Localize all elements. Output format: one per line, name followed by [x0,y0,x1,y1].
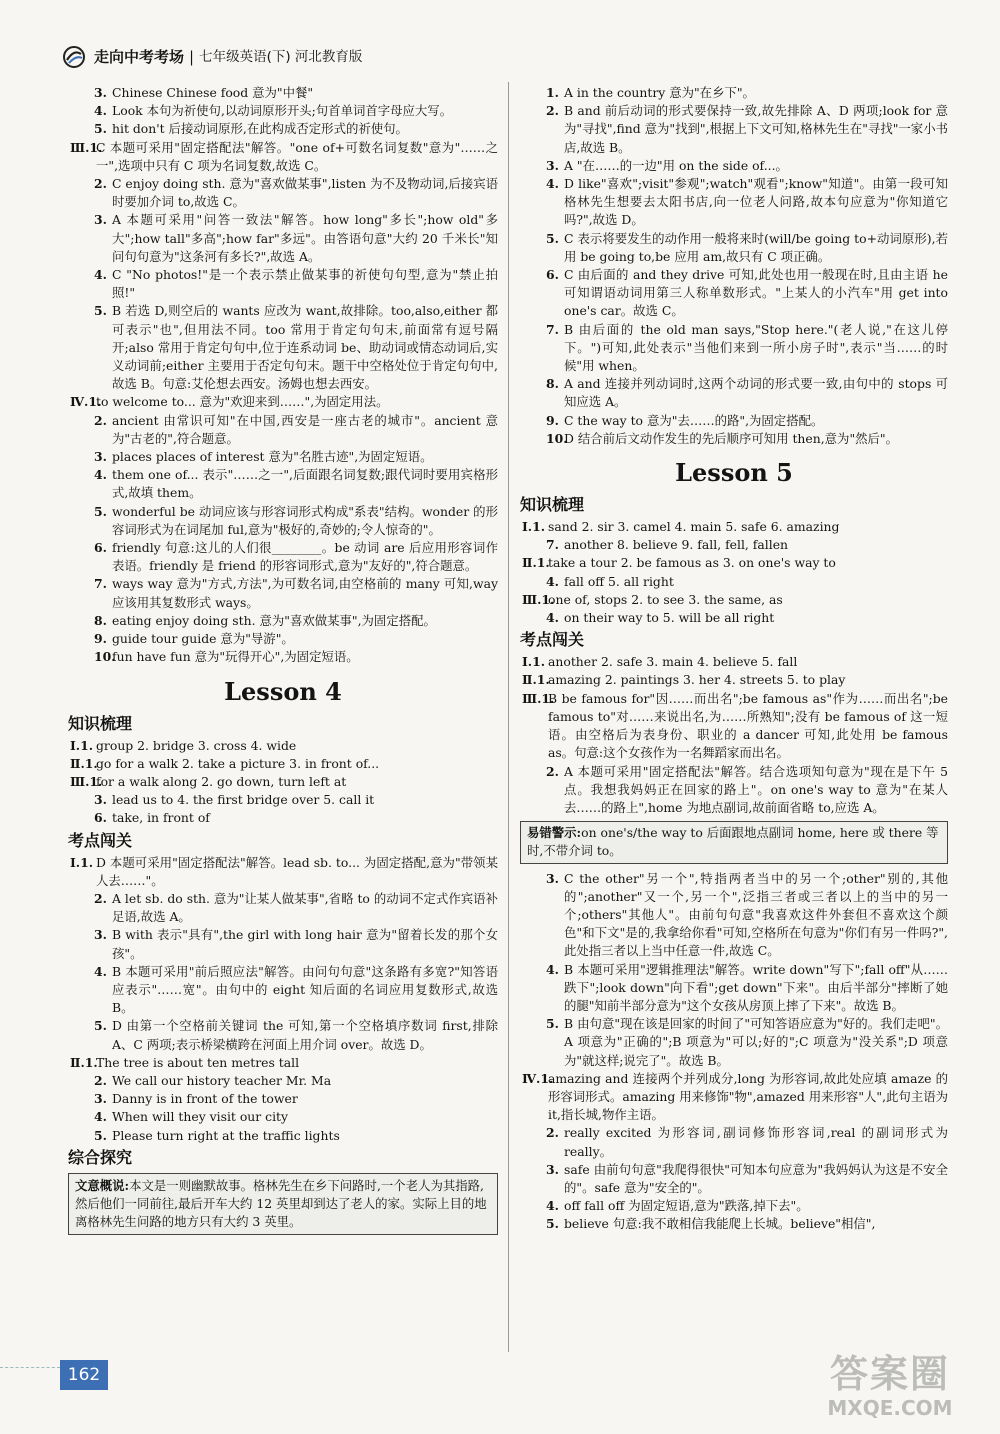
answer-item [68,630,498,648]
exam-heading-l4: 考点闯关 [68,830,133,850]
answer-text: Please turn right at the traffic lights [112,1127,340,1143]
page-header [62,42,362,72]
answer-text: A and 连接并列动词时,这两个动词的形式要一致,由句中的 stops 可知应选 A。 [564,376,948,410]
answer-text: The tree is about ten metres tall [96,1054,300,1070]
answer-text: Look 本句为祈使句,以动词原形开头;句首单词首字母应大写。 [112,103,453,119]
watermark-logo [800,1352,980,1426]
answer-number: Ⅱ.1. [70,1054,98,1070]
answer-text: A 本题可采用"问答一致法"解答。how long"多长";how old"多大";how tall"多高";how far"多远"。由答语句意"大约 20 千米长"知问句句意为"这条河有多长?",故选 A。 [112,212,498,264]
answer-number: 3. [94,212,107,228]
answer-item [520,230,948,266]
answer-number: Ⅰ.1. [70,854,94,870]
answer-item [68,102,498,120]
answer-number: Ⅲ.1. [522,591,555,607]
answer-text: for a walk along 2. go down, turn left at [96,773,347,789]
answer-number: 1. [546,85,559,100]
answer-item [520,1197,948,1215]
answer-text: safe 由前句句意"我爬得很快"可知本句应意为"我妈妈认为这是不安全的"。safe 意为"安全的"。 [564,1161,948,1195]
explore-heading: 综合探究 [68,1147,133,1167]
answer-item [68,963,498,1018]
summary-text: 本文是一则幽默故事。格林先生在乡下问路时,一个老人为其指路,然后他们一同前往,最后开车大约 12 英里却到达了老人的家。实际上目的地离格林先生问路的地方只有大约 3 英里。 [75,1177,487,1230]
answer-item [520,653,948,671]
answer-number: 2. [546,103,559,119]
left-column [68,84,498,1241]
book-series-logo-icon [62,45,86,69]
answer-item [520,157,948,175]
answer-item [68,737,498,755]
answer-number: Ⅲ.1. [522,690,555,706]
answer-text: B 由句意"现在该是回家的时间了"可知答语应意为"好的。我们走吧"。A 项意为"正确的";B 项意为"可以;好的";C 项意为"没关系";D 项意为"就这样;说完了"。故选 B。 [564,1016,948,1068]
answer-text: B 若选 D,则空后的 wants 应改为 want,故排除。too,also,either 都可表示"也",但用法不同。too 常用于肯定句句末,前面常有逗号隔开;also 常用于肯定句句中,位于连系动词 be、助动词或情态动词后,实义动词前;either 主要用于否定句句末。题干中空格处位于肯定句句中,故选 B。句意:艾伦想去西安。汤姆也想去西安。 [112,303,498,392]
answer-number: 5. [546,1216,559,1232]
answer-number: 9. [546,412,559,428]
answer-number: 3. [94,449,107,465]
answer-number: Ⅲ.1. [70,139,103,155]
knowledge-heading-l4: 知识梳理 [68,713,133,733]
answer-number: 5. [94,503,107,519]
answer-item [68,773,498,791]
answer-item [68,1108,498,1126]
watermark-text: 答案圈 [829,1352,950,1396]
answer-text: sand 2. sir 3. camel 4. main 5. safe 6. amazing [548,519,840,535]
answer-number: 7. [94,576,107,592]
answer-text: C "No photos!"是一个表示禁止做某事的祈使句句型,意为"禁止拍照!" [112,267,498,301]
answer-number: 2. [546,763,559,779]
answer-number: 3. [94,927,107,943]
answer-text: D 结合前后文动作发生的先后顺序可知用 then,意为"然后"。 [564,430,899,446]
answer-text: B 本题可采用"逻辑推理法"解答。write down"写下";fall off"从……跌下";look down"向下看";get down"下来"。由后半部分"摔断了她的腿"知前半部分意为"这个女孩从房顶上摔了下来"。故选 B。 [564,961,948,1013]
answer-number: 4. [546,573,559,589]
answer-item [520,321,948,376]
answer-text: When will they visit our city [112,1109,289,1125]
exam-list-l5-a [520,653,948,817]
answer-text: B and 前后动词的形式要保持一致,故先排除 A、D 两项;look for 意为"寻找",find 意为"找到",根据上下文可知,格林先生在"寻找"一家小书店,故选 B。 [564,103,948,155]
answer-item [520,375,948,411]
answer-number: Ⅰ.1. [522,654,546,670]
column-divider [508,82,509,1352]
answer-item [68,809,498,827]
answer-text: C the way to 意为"去……的路",为固定搭配。 [564,412,824,428]
answer-item [520,266,948,321]
answer-number: 2. [94,412,107,428]
answer-text: really excited 为形容词,副词修饰形容词,real 的副词形式为 really。 [564,1125,948,1159]
answer-item [520,690,948,763]
answer-text: amazing 2. paintings 3. her 4. streets 5. to play [548,672,846,688]
answer-number: 4. [94,103,107,119]
answer-text: fun have fun 意为"玩得开心",为固定短语。 [112,649,359,665]
left-top-answers [68,84,498,667]
answer-text: wonderful be 动词应该与形容词形式构成"系表"结构。wonder 的形容词形式为在词尾加 ful,意为"极好的,奇妙的;令人惊奇的"。 [112,503,498,537]
exam-heading-l5: 考点闯关 [520,630,585,650]
answer-number: 5. [94,303,107,319]
answer-text: take a tour 2. be famous as 3. on one's way to [548,555,836,571]
answer-item [68,139,498,175]
answer-item [68,211,498,266]
answer-item [520,961,948,1016]
answer-item [520,175,948,230]
page-number: 162 [60,1360,108,1390]
answer-text: D like"喜欢";visit"参观";watch"观看";know"知道"。由第一段可知格林先生想要去太阳书店,向一位老人问路,故本句应意为"你知道它吗?",故选 D。 [564,176,948,228]
answer-item [520,536,948,554]
answer-item [68,1090,498,1108]
summary-label: 文意概说: [75,1177,130,1193]
answer-number: 4. [94,1109,107,1125]
answer-text: group 2. bridge 3. cross 4. wide [96,737,297,753]
answer-number: 10. [546,430,568,446]
answer-number: 5. [94,121,107,137]
right-column [520,84,948,1234]
answer-text: eating enjoy doing sth. 意为"喜欢做某事",为固定搭配。 [112,612,436,628]
answer-text: off fall off 为固定短语,意为"跌落,掉下去"。 [564,1198,809,1214]
answer-number: 6. [546,267,559,283]
answer-text: one of, stops 2. to see 3. the same, as [548,591,783,607]
answer-item [68,466,498,502]
answer-number: Ⅱ.1. [522,555,550,571]
answer-number: 4. [546,176,559,192]
answer-number: 7. [546,537,559,553]
lesson-4-title: Lesson 4 [224,676,342,706]
answer-text: another 2. safe 3. main 4. believe 5. fall [548,654,798,670]
answer-text: guide tour guide 意为"导游"。 [112,631,294,647]
answer-text: B be famous for"因……而出名";be famous as"作为……而出名";be famous to"对……来说出名,为……所熟知";没有 be famous of 这一短语。由空格后为表身份、职业的 a dancer 可知,此处用 be famous as。句意:这个女孩作为一名舞蹈家而出名。 [548,690,948,761]
answer-item [68,539,498,575]
answer-item [520,1161,948,1197]
answer-number: 2. [94,890,107,906]
answer-item [520,1124,948,1160]
answer-text: B with 表示"具有",the girl with long hair 意为"留着长发的那个女孩"。 [112,927,498,961]
answer-number: 3. [546,157,559,173]
answer-number: 8. [546,376,559,392]
answer-item [520,671,948,689]
answer-number: 4. [94,267,107,283]
answer-text: to welcome to... 意为"欢迎来到……",为固定用法。 [96,394,389,410]
answer-item [68,926,498,962]
answer-item [520,430,948,448]
answer-text: D 本题可采用"固定搭配法"解答。lead sb. to... 为固定搭配,意为"带领某人去……"。 [96,854,498,888]
answer-text: A let sb. do sth. 意为"让某人做某事",省略 to 的动词不定式作宾语补足语,故选 A。 [112,890,498,925]
answer-text: hit don't 后接动词原形,在此构成否定形式的祈使句。 [112,121,408,137]
footer-rule [0,1367,60,1369]
answer-number: Ⅰ.1. [70,737,94,753]
answer-number: Ⅳ.1. [70,394,102,410]
answer-item [68,84,498,102]
answer-item [68,1054,498,1072]
answer-item [68,755,498,773]
answer-number: Ⅱ.1. [70,755,98,771]
answer-number: 5. [546,1016,559,1032]
answer-number: 2. [94,176,107,192]
answer-number: Ⅰ.1. [522,519,546,535]
answer-text: B 本题可采用"前后照应法"解答。由问句句意"这条路有多宽?"知答语应表示"……宽"。由句中的 eight 知后面的名词应用复数形式,故选 B。 [112,963,498,1016]
series-title: 走向中考考场 [94,47,185,66]
knowledge-list-l4 [68,737,498,828]
answer-item [68,175,498,211]
answer-number: 7. [546,321,559,337]
answer-text: D 由第一个空格前关键词 the 可知,第一个空格填序数词 first,排除 A、C 两项;表示桥梁横跨在河面上用介词 over。故选 D。 [112,1018,498,1052]
answer-number: 3. [94,1091,107,1107]
answer-number: 3. [546,870,559,886]
answer-text: B 由后面的 the old man says,"Stop here."(老人说,"在这儿停下。")可知,此处表示"当他们来到一所小房子时",表示"当……的时候"用 when。 [564,321,948,374]
answer-number: 2. [94,1072,107,1088]
answer-text: Chinese Chinese food 意为"中餐" [112,85,314,100]
answer-item [520,591,948,609]
answer-number: Ⅳ.1. [522,1070,554,1086]
answer-item [68,648,498,666]
answer-item [68,120,498,138]
answer-number: 6. [94,540,107,556]
answer-text: A 本题可采用"固定搭配法"解答。结合选项知句意为"现在是下午 5 点。我想我妈妈正在回家的路上"。on one's way to 意为"在某人去……的路上",home 为地点副词,故前面省略 to,应选 A。 [564,763,948,815]
right-top-answers [520,84,948,448]
warning-box [520,821,948,863]
answer-number: 3. [546,1161,559,1177]
answer-number: 4. [546,961,559,977]
answer-item [68,1072,498,1090]
answer-item [68,266,498,302]
answer-item [520,554,948,572]
answer-item [68,612,498,630]
answer-item [68,890,498,926]
answer-item [68,412,498,448]
answer-text: another 8. believe 9. fall, fell, fallen [564,537,789,553]
answer-item [68,791,498,809]
answer-text: go for a walk 2. take a picture 3. in front of... [96,755,380,771]
lesson-5-title: Lesson 5 [675,458,793,488]
answer-text: on their way to 5. will be all right [564,610,775,626]
answer-text: them one of... 表示"……之一",后面跟名词复数;跟代词时要用宾格形式,故填 them。 [112,467,498,501]
answer-item [520,412,948,430]
answer-text: We call our history teacher Mr. Ma [112,1072,332,1088]
answer-number: Ⅱ.1. [522,672,550,688]
answer-text: A in the country 意为"在乡下"。 [564,85,755,100]
watermark-url: MXQE.COM [827,1396,953,1420]
answer-text: fall off 5. all right [564,573,674,589]
answer-item [520,1070,948,1125]
answer-item [520,84,948,102]
answer-number: 4. [546,1198,559,1214]
answer-text: amazing and 连接两个并列成分,long 为形容词,故此处应填 amaze 的形容词形式。amazing 用来修饰"物",amazed 用来形容"人",此句主语为 it,指长城,物作主语。 [548,1070,948,1123]
answer-number: 3. [94,85,107,100]
answer-number: 3. [94,792,107,808]
answer-text: C 本题可采用"固定搭配法"解答。"one of+可数名词复数"意为"……之一",选项中只有 C 项为名词复数,故选 C。 [96,139,498,173]
answer-number: 5. [94,1018,107,1034]
warning-text: on one's/the way to 后面跟地点副词 home, here 或 there 等时,不带介词 to。 [527,825,939,859]
header-separator: | [189,47,195,66]
answer-item [520,763,948,818]
answer-number: 10. [94,649,116,665]
answer-number: 4. [94,963,107,979]
answer-item [520,609,948,627]
answer-number: Ⅲ.1. [70,773,103,789]
answer-item [520,1215,948,1233]
answer-item [520,870,948,961]
answer-text: Danny is in front of the tower [112,1091,298,1107]
answer-text: lead us to 4. the first bridge over 5. call it [112,792,375,808]
answer-item [68,302,498,393]
answer-text: friendly 句意:这儿的人们很________。be 动词 are 后应用形容词作表语。friendly 是 friend 的形容词形式,意为"友好的",符合题意。 [112,540,498,574]
answer-item [68,854,498,890]
answer-number: 8. [94,612,107,628]
answer-text: C 由后面的 and they drive 可知,此处也用一般现在时,且由主语 he 可知谓语动词用第三人称单数形式。"上某人的小汽车"用 get into one's car。故选 C。 [564,267,948,319]
answer-item [520,518,948,536]
answer-item [520,102,948,157]
answer-text: places places of interest 意为"名胜古迹",为固定短语。 [112,449,433,465]
answer-text: A "在……的一边"用 on the side of...。 [564,157,788,173]
answer-item [68,1017,498,1053]
answer-number: 2. [546,1125,559,1141]
answer-item [68,393,498,411]
summary-box [68,1173,498,1236]
answer-number: 4. [546,610,559,626]
answer-number: 9. [94,631,107,647]
answer-item [68,575,498,611]
answer-item [68,448,498,466]
answer-text: believe 句意:我不敢相信我能爬上长城。believe"相信", [564,1216,876,1232]
answer-item [68,503,498,539]
answer-number: 4. [94,467,107,483]
exam-list-l5-b [520,870,948,1234]
answer-item [520,573,948,591]
answer-text: ancient 由常识可知"在中国,西安是一座古老的城市"。ancient 意为"古老的",符合题意。 [112,412,498,446]
knowledge-heading-l5: 知识梳理 [520,495,585,515]
answer-text: C enjoy doing sth. 意为"喜欢做某事",listen 为不及物动词,后接宾语时要加介词 to,故选 C。 [112,176,498,210]
answer-number: 5. [546,230,559,246]
answer-text: take, in front of [112,810,210,826]
answer-number: 6. [94,810,107,826]
warning-label: 易错警示: [527,825,582,841]
exam-list-l4 [68,854,498,1145]
answer-text: ways way 意为"方式,方法",为可数名词,由空格前的 many 可知,way 应该用其复数形式 ways。 [112,576,498,610]
answer-text: C the other"另一个",特指两者当中的另一个;other"别的,其他的";another"又一个,另一个",泛指三者或三者以上的当中的另一个;others"其他人"。由前句句意"我喜欢这件外套但不喜欢这个颜色"和下文"是的,我拿给你看"可知,空格所在句意为"你们有另一件吗?",此处指三者以上当中任意一件,故选 C。 [564,870,948,959]
book-subtitle: 七年级英语(下) 河北教育版 [199,48,363,65]
knowledge-list-l5 [520,518,948,627]
answer-item [68,1127,498,1145]
answer-text: C 表示将要发生的动作用一般将来时(will/be going to+动词原形),若用 be going to,be 应用 am,故只有 C 项正确。 [564,230,948,264]
answer-item [520,1015,948,1070]
answer-number: 5. [94,1127,107,1143]
